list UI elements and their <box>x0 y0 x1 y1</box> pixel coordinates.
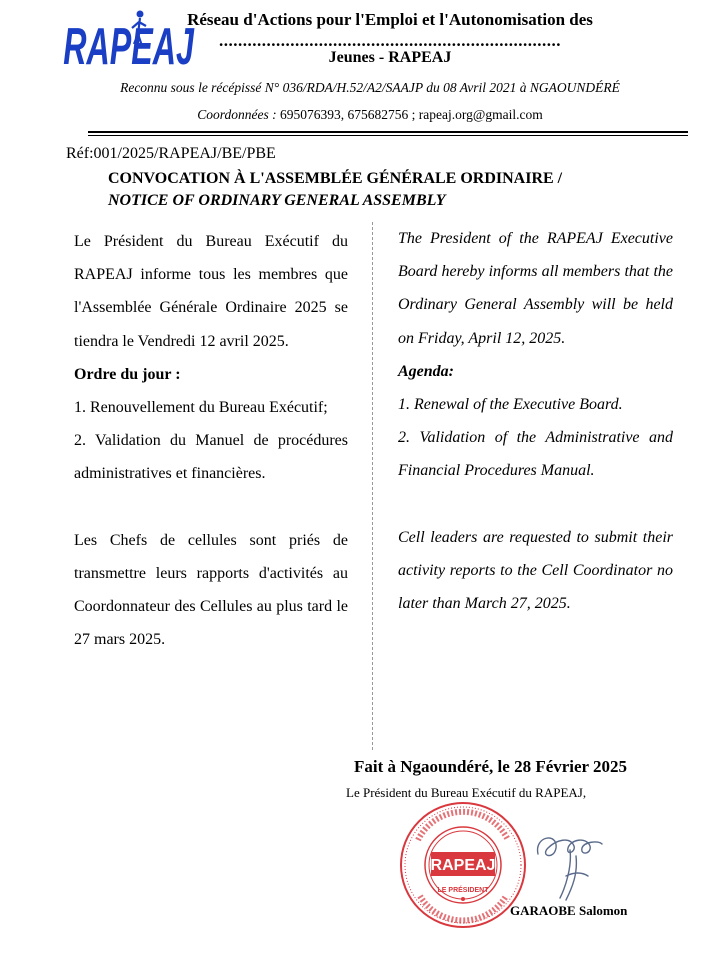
english-agenda-item-1: 1. Renewal of the Executive Board. <box>398 396 623 414</box>
french-agenda-heading: Ordre du jour : <box>74 365 181 383</box>
header-rule-thin <box>88 135 688 136</box>
spacer <box>398 488 673 521</box>
title-english: NOTICE OF ORDINARY GENERAL ASSEMBLY <box>108 192 446 209</box>
french-intro: Le Président du Bureau Exécutif du RAPEAJ informe tous les membres que l'Assemblée Générale Ordinaire 2025 se tiendra le Vendredi 12 avril 2025. <box>74 233 348 350</box>
place-date: Fait à Ngaoundéré, le 28 Février 2025 <box>354 757 628 776</box>
signatory-name: GARAOBE Salomon <box>510 903 628 918</box>
rapeaj-logo <box>62 4 194 77</box>
org-name-line1: Réseau d'Actions pour l'Emploi et l'Autonomisation des <box>187 10 593 29</box>
english-column <box>398 222 673 620</box>
reference-number: Réf:001/2025/RAPEAJ/BE/PBE <box>66 145 276 162</box>
header-rule-thick <box>88 131 688 133</box>
french-column <box>74 225 348 657</box>
english-intro: The President of the RAPEAJ Executive Board hereby informs all members that the Ordinary General Assembly will be held on Friday, April 12, 2025. <box>398 230 673 347</box>
logo-text: RAPEAJ <box>63 18 194 77</box>
official-stamp <box>398 800 528 930</box>
title-french: CONVOCATION À L'ASSEMBLÉE GÉNÉRALE ORDINAIRE / <box>108 170 563 187</box>
handwritten-signature <box>530 826 610 906</box>
stamp-sub-text: LE PRÉSIDENT <box>437 887 489 894</box>
org-name-dots: ........................................................................ <box>219 31 561 50</box>
english-note: Cell leaders are requested to submit their activity reports to the Cell Coordinator no later than March 27, 2025. <box>398 528 673 613</box>
english-agenda-heading: Agenda: <box>398 362 454 380</box>
registration-line: Reconnu sous le récépissé N° 036/RDA/H.52/A2/SAAJP du 08 Avril 2021 à NGAOUNDÉRÉ <box>120 80 620 95</box>
spacer <box>74 491 348 524</box>
contact-value: 695076393, 675682756 ; rapeaj.org@gmail.com <box>276 107 543 122</box>
french-note: Les Chefs de cellules sont priés de transmettre leurs rapports d'activités au Coordonnateur des Cellules au plus tard le 27 mars 2025. <box>74 531 348 649</box>
stamp-center-text: RAPEAJ <box>430 857 496 874</box>
column-divider <box>372 222 373 750</box>
contact-line <box>40 107 700 123</box>
french-agenda-item-1: 1. Renouvellement du Bureau Exécutif; <box>74 399 328 417</box>
signatory-title: Le Président du Bureau Exécutif du RAPEAJ, <box>346 785 587 800</box>
contact-label: Coordonnées : <box>197 107 277 122</box>
french-agenda-item-2: 2. Validation du Manuel de procédures administratives et financières. <box>74 432 348 483</box>
english-agenda-item-2: 2. Validation of the Administrative and Financial Procedures Manual. <box>398 429 673 480</box>
org-name-acronym: Jeunes - RAPEAJ <box>328 49 452 66</box>
